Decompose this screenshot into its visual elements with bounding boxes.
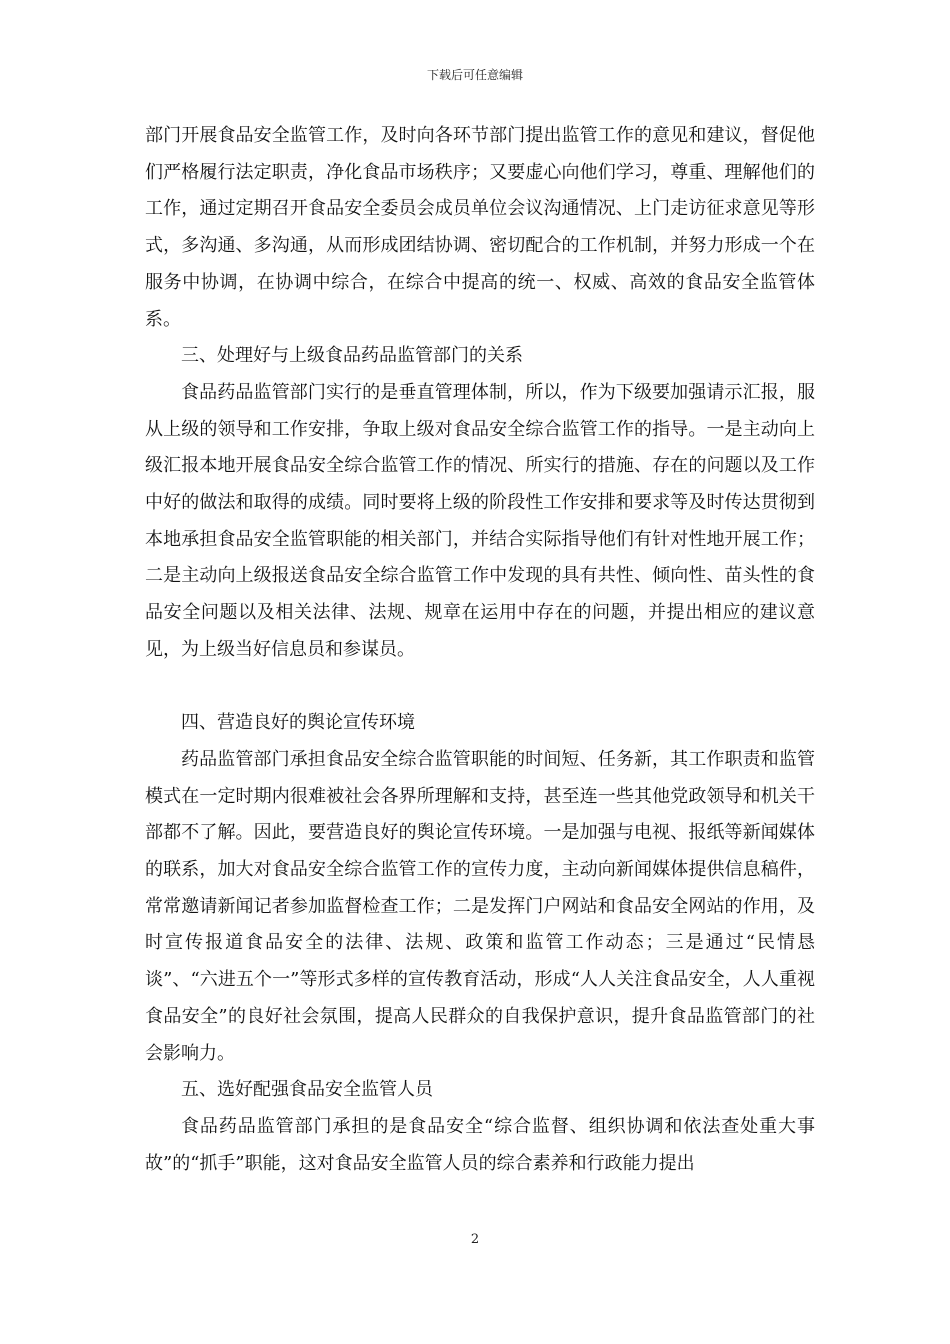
paragraph-section-3: 食品药品监管部门实行的是垂直管理体制，所以，作为下级要加强请示汇报，服从上级的领导和工作安排，争取上级对食品安全综合监管工作的指导。一是主动向上级汇报本地开展食品安全综合监管工作的情况、所实行的措施、存在的问题以及工作中好的做法和取得的成绩。同时要将上级的阶段性工作安排和要求等及时传达贯彻到本地承担食品安全监管职能的相关部门，并结合实际指导他们有针对性地开展工作；二是主动向上级报送食品安全综合监管工作中发现的具有共性、倾向性、苗头性的食品安全问题以及相关法律、法规、规章在运用中存在的问题，并提出相应的建议意见，为上级当好信息员和参谋员。 bbox=[145, 381, 815, 660]
paragraph-section-5: 食品药品监管部门承担的是食品安全“综合监督、组织协调和依法查处重大事故”的“抓手”职能，这对食品安全监管人员的综合素养和行政能力提出 bbox=[145, 1115, 815, 1174]
paragraph-section-4: 药品监管部门承担食品安全综合监管职能的时间短、任务新，其工作职责和监管模式在一定时期内很难被社会各界所理解和支持，甚至连一些其他党政领导和机关干部都不了解。因此，要营造良好的舆论宣传环境。一是加强与电视、报纸等新闻媒体的联系，加大对食品安全综合监管工作的宣传力度，主动向新闻媒体提供信息稿件，常常邀请新闻记者参加监督检查工作；二是发挥门户网站和食品安全网站的作用，及时宣传报道食品安全的法律、法规、政策和监管工作动态；三是通过“民情恳谈”、“六进五个一”等形式多样的宣传教育活动，形成“人人关注食品安全，人人重视食品安全”的良好社会氛围，提高人民群众的自我保护意识，提升食品监管部门的社会影响力。 bbox=[145, 748, 815, 1064]
paragraph-continuation: 部门开展食品安全监管工作，及时向各环节部门提出监管工作的意见和建议，督促他们严格履行法定职责，净化食品市场秩序；又要虚心向他们学习，尊重、理解他们的工作，通过定期召开食品安全委员会成员单位会议沟通情况、上门走访征求意见等形式，多沟通、多沟通，从而形成团结协调、密切配合的工作机制，并努力形成一个在服务中协调，在协调中综合，在综合中提高的统一、权威、高效的食品安全监管体系。 bbox=[145, 125, 815, 330]
document-body bbox=[145, 118, 815, 1182]
page-header: 下载后可任意编辑 bbox=[426, 68, 523, 82]
blank-line bbox=[145, 669, 815, 706]
page-number: 2 bbox=[470, 1232, 480, 1247]
section-heading-4: 四、营造良好的舆论宣传环境 bbox=[181, 712, 415, 734]
section-heading-3: 三、处理好与上级食品药品监管部门的关系 bbox=[181, 345, 523, 367]
section-heading-5: 五、选好配强食品安全监管人员 bbox=[181, 1079, 433, 1101]
